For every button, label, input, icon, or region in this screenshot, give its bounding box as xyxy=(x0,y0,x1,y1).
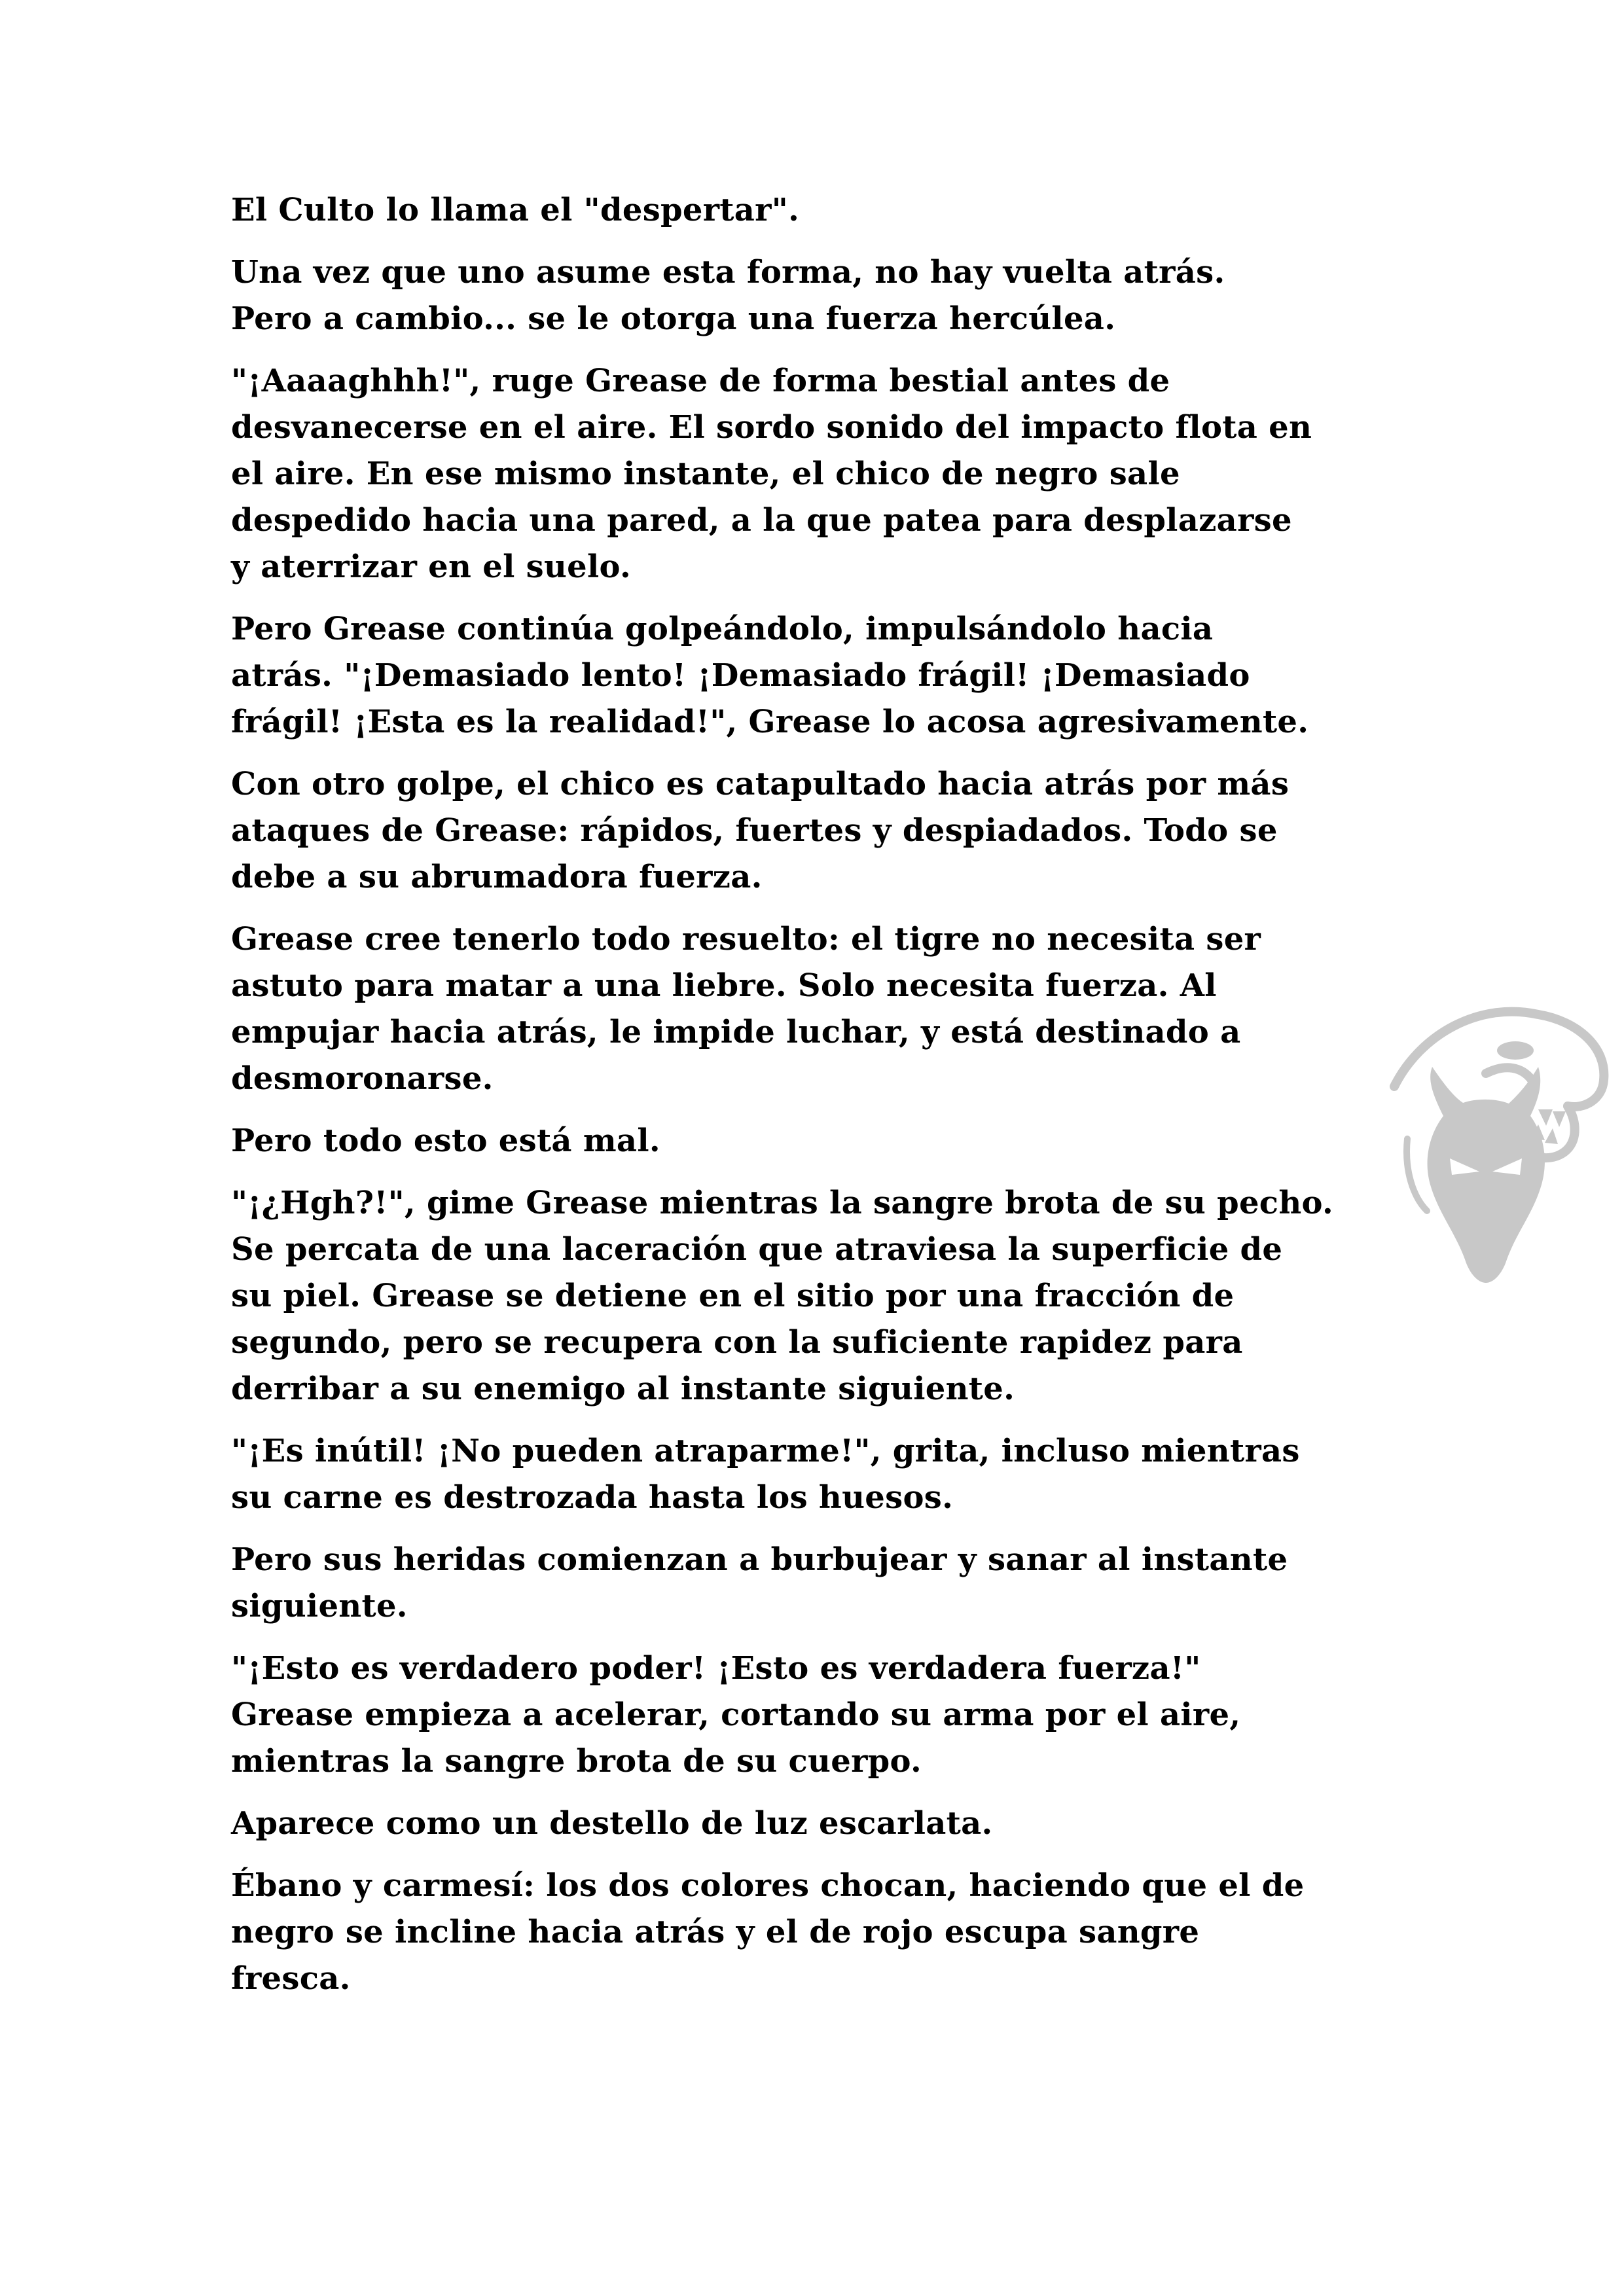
text-line: Grease empieza a acelerar, cortando su arma por el aire, xyxy=(231,1696,1241,1733)
text-line: debe a su abrumadora fuerza. xyxy=(231,859,763,895)
text-line: Aparece como un destello de luz escarlata. xyxy=(231,1805,993,1842)
text-line: "¡Aaaaghhh!", ruge Grease de forma bestial antes de xyxy=(231,363,1170,399)
paragraph xyxy=(231,187,1409,234)
text-line: "¡Esto es verdadero poder! ¡Esto es verdadera fuerza!" xyxy=(231,1650,1201,1687)
paragraph xyxy=(231,1863,1409,2002)
text-line: atrás. "¡Demasiado lento! ¡Demasiado frágil! ¡Demasiado xyxy=(231,657,1250,694)
text-line: su carne es destrozada hasta los huesos. xyxy=(231,1479,954,1516)
text-line: derribar a su enemigo al instante siguiente. xyxy=(231,1371,1015,1407)
text-line: Grease cree tenerlo todo resuelto: el tigre no necesita ser xyxy=(231,921,1261,958)
text-line: Se percata de una laceración que atraviesa la superficie de xyxy=(231,1231,1283,1268)
text-line: Pero Grease continúa golpeándolo, impulsándolo hacia xyxy=(231,611,1214,647)
text-line: El Culto lo llama el "despertar". xyxy=(231,192,800,228)
body-text xyxy=(231,187,1409,2018)
text-line: Pero todo esto está mal. xyxy=(231,1122,660,1159)
paragraph xyxy=(231,606,1409,745)
dinosaur-devil-logo-icon xyxy=(1381,975,1617,1302)
paragraph xyxy=(231,1537,1409,1630)
text-line: segundo, pero se recupera con la suficiente rapidez para xyxy=(231,1324,1243,1361)
paragraph xyxy=(231,916,1409,1102)
text-line: mientras la sangre brota de su cuerpo. xyxy=(231,1743,922,1780)
text-line: ataques de Grease: rápidos, fuertes y despiadados. Todo se xyxy=(231,812,1278,849)
text-line: frágil! ¡Esta es la realidad!", Grease lo acosa agresivamente. xyxy=(231,704,1309,740)
text-line: negro se incline hacia atrás y el de rojo escupa sangre xyxy=(231,1914,1200,1950)
paragraph xyxy=(231,761,1409,901)
paragraph xyxy=(231,249,1409,342)
text-line: Con otro golpe, el chico es catapultado hacia atrás por más xyxy=(231,766,1290,802)
text-line: el aire. En ese mismo instante, el chico de negro sale xyxy=(231,456,1180,492)
text-line: desvanecerse en el aire. El sordo sonido del impacto flota en xyxy=(231,409,1312,446)
text-line: fresca. xyxy=(231,1960,351,1997)
text-line: desmoronarse. xyxy=(231,1060,494,1097)
text-line: Pero sus heridas comienzan a burbujear y sanar al instante xyxy=(231,1541,1288,1578)
text-line: su piel. Grease se detiene en el sitio por una fracción de xyxy=(231,1278,1235,1314)
text-line: Ébano y carmesí: los dos colores chocan, haciendo que el de xyxy=(231,1867,1305,1904)
paragraph xyxy=(231,1428,1409,1521)
text-line: despedido hacia una pared, a la que patea para desplazarse xyxy=(231,502,1292,539)
text-line: siguiente. xyxy=(231,1588,408,1624)
text-line: y aterrizar en el suelo. xyxy=(231,548,631,585)
text-line: astuto para matar a una liebre. Solo necesita fuerza. Al xyxy=(231,967,1217,1004)
text-line: Una vez que uno asume esta forma, no hay vuelta atrás. xyxy=(231,254,1225,291)
paragraph xyxy=(231,1180,1409,1412)
paragraph xyxy=(231,1801,1409,1847)
text-line: "¡¿Hgh?!", gime Grease mientras la sangre brota de su pecho. xyxy=(231,1185,1334,1221)
text-line: Pero a cambio... se le otorga una fuerza hercúlea. xyxy=(231,300,1116,337)
paragraph xyxy=(231,358,1409,590)
text-line: empujar hacia atrás, le impide luchar, y está destinado a xyxy=(231,1014,1241,1050)
paragraph xyxy=(231,1118,1409,1164)
text-line: "¡Es inútil! ¡No pueden atraparme!", grita, incluso mientras xyxy=(231,1433,1300,1469)
paragraph xyxy=(231,1645,1409,1785)
